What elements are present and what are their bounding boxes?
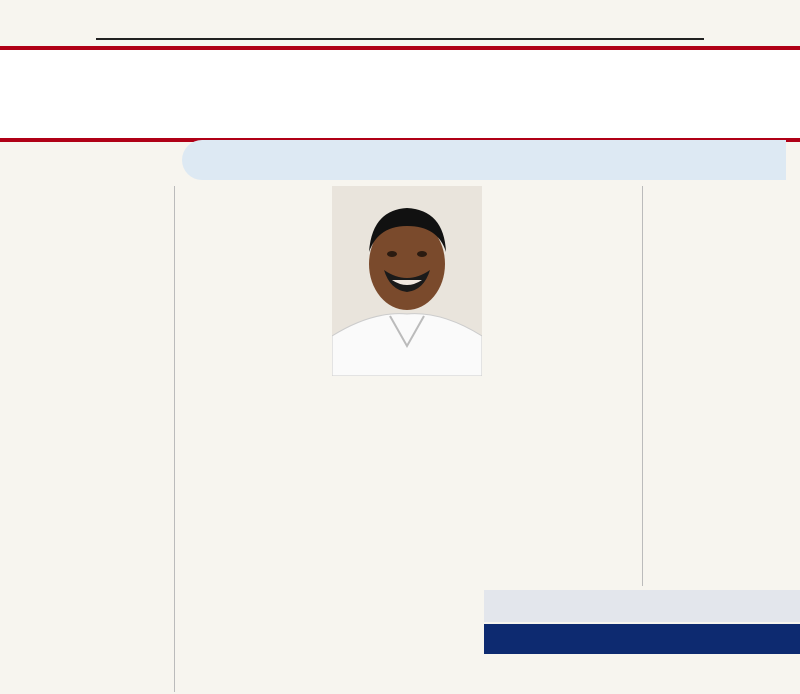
main-headline [0, 46, 800, 142]
article-column-3 [486, 186, 638, 586]
article-column-2 [178, 186, 326, 692]
article-column-1 [6, 146, 172, 692]
secondary-story-headline [484, 624, 800, 654]
article-column-4 [646, 186, 796, 586]
secondary-story-kicker [484, 590, 800, 622]
portrait-illustration [332, 186, 482, 376]
column-divider [642, 186, 643, 586]
column-divider [174, 186, 175, 692]
minister-portrait [332, 186, 482, 376]
sub-headline [182, 140, 786, 180]
secondary-story-subhead [484, 656, 800, 676]
kicker-rule [96, 38, 704, 40]
